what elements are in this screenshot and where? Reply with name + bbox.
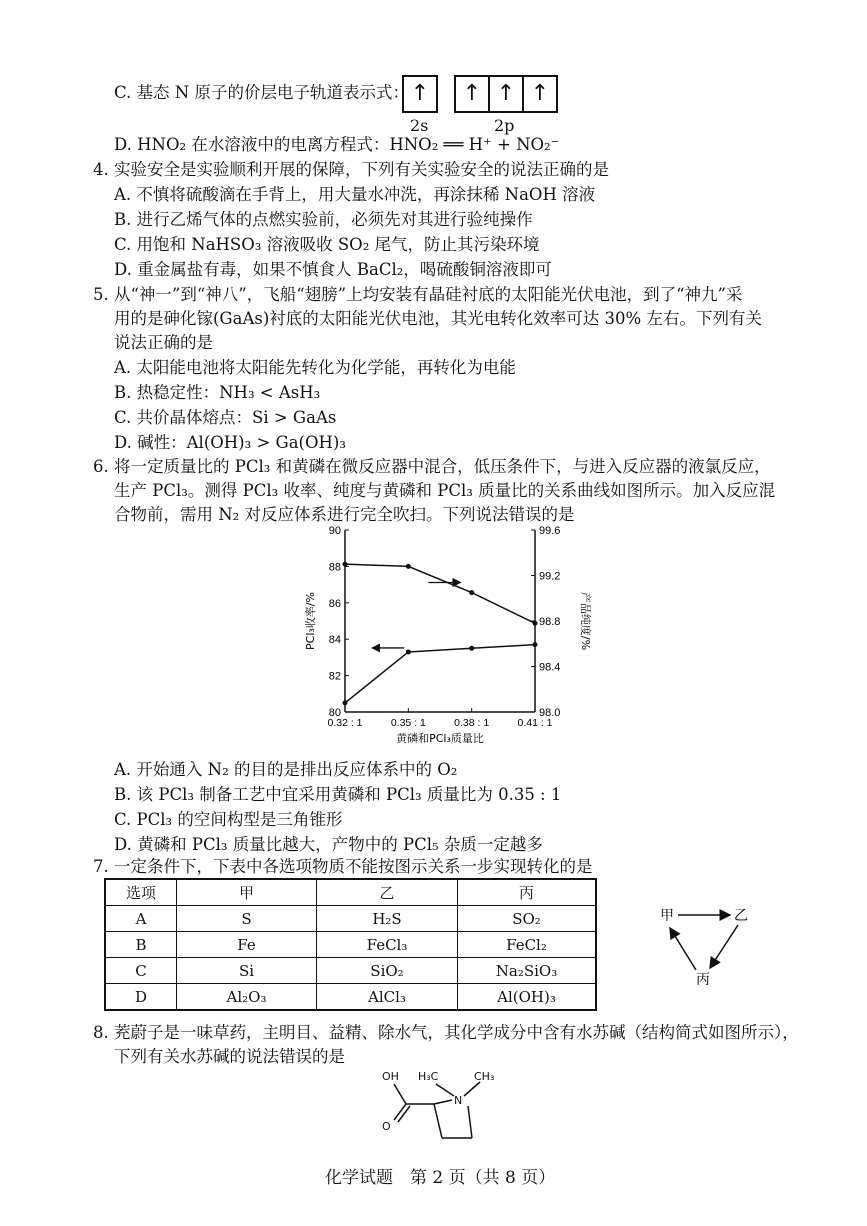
- arrow-yi-bing: [710, 925, 738, 968]
- header-cell: 乙: [317, 879, 458, 906]
- q6-stem-line: 6. 将一定质量比的 PCl₃ 和黄磷在微反应器中混合，低压条件下，与进入反应器的液氯反应，: [93, 457, 771, 476]
- data-point: [469, 646, 474, 651]
- data-point: [406, 564, 411, 569]
- arrow-bing-jia: [670, 928, 696, 970]
- x-tick-label: 0.35 : 1: [390, 717, 426, 729]
- q6-option-c: C. PCl₃ 的空间构型是三角锥形: [114, 810, 343, 829]
- left-tick-label: 90: [328, 525, 341, 537]
- left-tick-label: 86: [328, 597, 341, 610]
- x-tick-label: 0.38 : 1: [454, 717, 490, 729]
- header-cell: 甲: [177, 879, 317, 906]
- q4-option-a: A. 不慎将硫酸滴在手背上，用大量水冲洗，再涂抹稀 NaOH 溶液: [114, 185, 596, 204]
- q6-option-a: A. 开始通入 N₂ 的目的是排出反应体系中的 O₂: [114, 760, 458, 779]
- y-axis-label-right: 产品纯度/%: [579, 591, 592, 651]
- q5-stem-line: 用的是砷化镓(GaAs)衬底的太阳能光伏电池，其光电转化效率可达 30% 左右。下列有关: [114, 309, 762, 328]
- conversion-triangle-diagram: [650, 898, 760, 993]
- orbital-label-2s: 2s: [410, 116, 429, 135]
- left-tick-label: 88: [328, 561, 341, 574]
- table-cell: Al₂O₃: [177, 984, 317, 1011]
- q3-option-d: D. HNO₂ 在水溶液中的电离方程式：HNO₂ ══ H⁺ + NO₂⁻: [114, 135, 560, 154]
- q4-option-b: B. 进行乙烯气体的点燃实验前，必须先对其进行验纯操作: [114, 210, 533, 229]
- data-point: [469, 590, 474, 595]
- header-cell: 丙: [458, 879, 597, 906]
- data-point: [533, 621, 538, 626]
- orbital-label-2p: 2p: [494, 116, 515, 135]
- left-tick-label: 84: [328, 634, 341, 647]
- q5-option-b: B. 热稳定性：NH₃ < AsH₃: [114, 383, 321, 402]
- data-point: [343, 700, 348, 705]
- right-tick-label: 98.0: [539, 707, 561, 719]
- orbital-box-2p-1: ↑: [454, 75, 490, 113]
- orbital-box-2s: ↑: [402, 75, 438, 113]
- q8-stem-line: 下列有关水苏碱的说法错误的是: [114, 1047, 345, 1066]
- table-cell: C: [105, 958, 177, 984]
- page-footer: 化学试题 第 2 页（共 8 页）: [325, 1168, 556, 1188]
- yield-purity-chart: [300, 522, 600, 758]
- table-cell: Na₂SiO₃: [458, 958, 597, 984]
- q5-option-d: D. 碱性：Al(OH)₃ > Ga(OH)₃: [114, 433, 346, 452]
- table-row: [105, 932, 596, 958]
- q7-stem: 7. 一定条件下，下表中各选项物质不能按图示关系一步实现转化的是: [93, 857, 593, 876]
- q5-option-a: A. 太阳能电池将太阳能先转化为化学能，再转化为电能: [114, 358, 516, 377]
- left-tick-label: 82: [328, 670, 341, 683]
- struct-ch3-right-label: CH₃: [474, 1070, 495, 1083]
- series-line-0: [345, 645, 535, 703]
- table-cell: FeCl₃: [317, 932, 458, 958]
- table-cell: FeCl₂: [458, 932, 597, 958]
- q4-stem: 4. 实验安全是实验顺利开展的保障，下列有关实验安全的说法正确的是: [93, 160, 609, 179]
- right-tick-label: 98.4: [539, 661, 561, 674]
- left-tick-label: 80: [328, 707, 341, 719]
- stachydrine-structure: [378, 1062, 528, 1162]
- x-tick-label: 0.41 : 1: [517, 717, 553, 729]
- table-cell: SO₂: [458, 906, 597, 932]
- orbital-box-2p-3: ↑: [522, 75, 558, 113]
- table-cell: B: [105, 932, 177, 958]
- q4-option-d: D. 重金属盐有毒，如果不慎食人 BaCl₂，喝硫酸铜溶液即可: [114, 260, 552, 279]
- table-cell: H₂S: [317, 906, 458, 932]
- struct-n-label: N: [454, 1094, 463, 1107]
- q4-option-c: C. 用饱和 NaHSO₃ 溶液吸收 SO₂ 尾气，防止其污染环境: [114, 235, 540, 254]
- right-tick-label: 98.8: [539, 616, 561, 628]
- q7-table: [104, 878, 597, 1011]
- data-point: [343, 562, 348, 567]
- node-jia: 甲: [660, 908, 674, 924]
- q8-stem-line: 8. 茺蔚子是一味草药，主明目、益精、除水气，其化学成分中含有水苏碱（结构简式如图所示），: [93, 1023, 799, 1042]
- header-cell: 选项: [105, 879, 177, 906]
- table-cell: Si: [177, 958, 317, 984]
- x-tick-label: 0.32 : 1: [327, 717, 363, 729]
- q6-stem-line: 生产 PCl₃。测得 PCl₃ 收率、纯度与黄磷和 PCl₃ 质量比的关系曲线如图所示。加入反应混: [114, 481, 776, 500]
- table-row: [105, 984, 596, 1011]
- right-tick-label: 99.2: [539, 570, 561, 583]
- table-header-row: [105, 879, 596, 906]
- table-cell: Fe: [177, 932, 317, 958]
- struct-ch3-left-label: H₃C: [418, 1070, 439, 1083]
- data-point: [533, 642, 538, 647]
- q6-option-b: B. 该 PCl₃ 制备工艺中宜采用黄磷和 PCl₃ 质量比为 0.35 : 1: [114, 785, 562, 804]
- node-bing: 丙: [696, 972, 710, 988]
- orbital-box-2p-2: ↑: [488, 75, 524, 113]
- q5-stem-line: 5. 从“神一”到“神八”，飞船“翅膀”上均安装有晶硅衬底的太阳能光伏电池，到了“神九”采: [93, 285, 743, 304]
- struct-bonds: [394, 1082, 480, 1138]
- data-point: [406, 649, 411, 654]
- y-axis-label-left: PCl₃收率/%: [304, 592, 317, 650]
- right-tick-label: 99.6: [539, 525, 561, 537]
- q5-option-c: C. 共价晶体熔点：Si > GaAs: [114, 408, 337, 427]
- q6-option-d: D. 黄磷和 PCl₃ 质量比越大，产物中的 PCl₅ 杂质一定越多: [114, 835, 543, 854]
- q6-stem-line: 合物前，需用 N₂ 对反应体系进行完全吹扫。下列说法错误的是: [114, 505, 575, 524]
- node-yi: 乙: [734, 908, 748, 924]
- x-axis-label: 黄磷和PCl₃质量比: [396, 732, 484, 745]
- table-cell: A: [105, 906, 177, 932]
- q5-stem-line: 说法正确的是: [114, 333, 213, 352]
- table-cell: AlCl₃: [317, 984, 458, 1011]
- struct-oh-label: OH: [382, 1070, 399, 1083]
- struct-o-label: O: [382, 1120, 391, 1133]
- table-cell: SiO₂: [317, 958, 458, 984]
- table-cell: D: [105, 984, 177, 1011]
- table-cell: Al(OH)₃: [458, 984, 597, 1011]
- table-row: [105, 958, 596, 984]
- q3-option-c: C. 基态 N 原子的价层电子轨道表示式：: [114, 83, 409, 102]
- table-cell: S: [177, 906, 317, 932]
- table-row: [105, 906, 596, 932]
- series-line-1: [345, 564, 535, 623]
